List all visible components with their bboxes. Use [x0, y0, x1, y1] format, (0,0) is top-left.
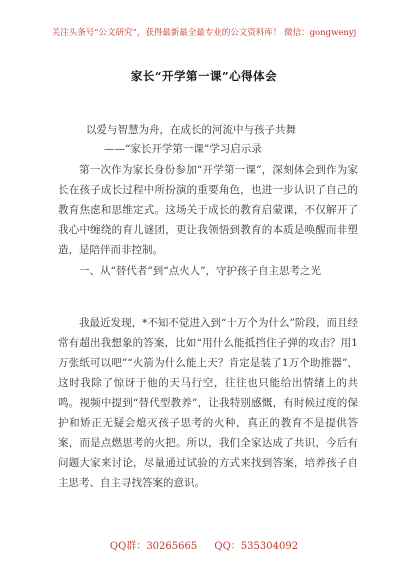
paragraph-section-1: 我最近发现，*不知不觉进入到“十万个为什么”阶段，而且经常有超出我想象的答案，比如“用什么能抵挡住子弹的攻击？用1万张纸可以吧”“火箭为什么能上天？肯定是装了1万个助推器”，这时我除了惊讶于他的天马行空，往往也只能给出情绪上的共鸣。视频中提到“替代型教养”，让我特别感慨，有时候过度的保护和矫正无疑会熄灭孩子思考的火种，真正的教育不是提供答案，而是点燃思考的火把。所以，我们全家达成了共识，今后有问题大家来讨论，尽量通过试验的方式来找到答案，培养孩子自主思考、自主寻找答案的意识。	[58, 317, 358, 489]
document-title: 家长“开学第一课”心得体会	[130, 69, 278, 83]
document-subtitle-secondary: ——“家长开学第一课”学习启示录	[104, 143, 262, 155]
footer-contact	[0, 537, 408, 552]
footer-qq-group: QQ群：30265665	[109, 541, 198, 552]
paragraph-intro: 第一次作为家长身份参加“开学第一课”，深刻体会到作为家长在孩子成长过程中所扮演的重要角色，也进一步认识了自己的教育焦虑和思维定式。这场关于成长的教育启蒙课，不仅解开了我心中缠绕的育儿谜团，更让我领悟到教育的本质是唤醒而非塑造，是陪伴而非控制。	[58, 164, 358, 256]
footer-qq-number: QQ：535304092	[214, 541, 299, 552]
document-subtitle: 以爱与智慧为舟，在成长的河流中与孩子共舞	[86, 124, 296, 136]
promo-banner: 关注头条号“公文研究”，获得最新最全最专业的公文资料库！ 微信：gongwenyj	[51, 28, 357, 38]
section-heading-1: 一、从“替代者”到“点火人”，守护孩子自主思考之光	[79, 265, 321, 277]
